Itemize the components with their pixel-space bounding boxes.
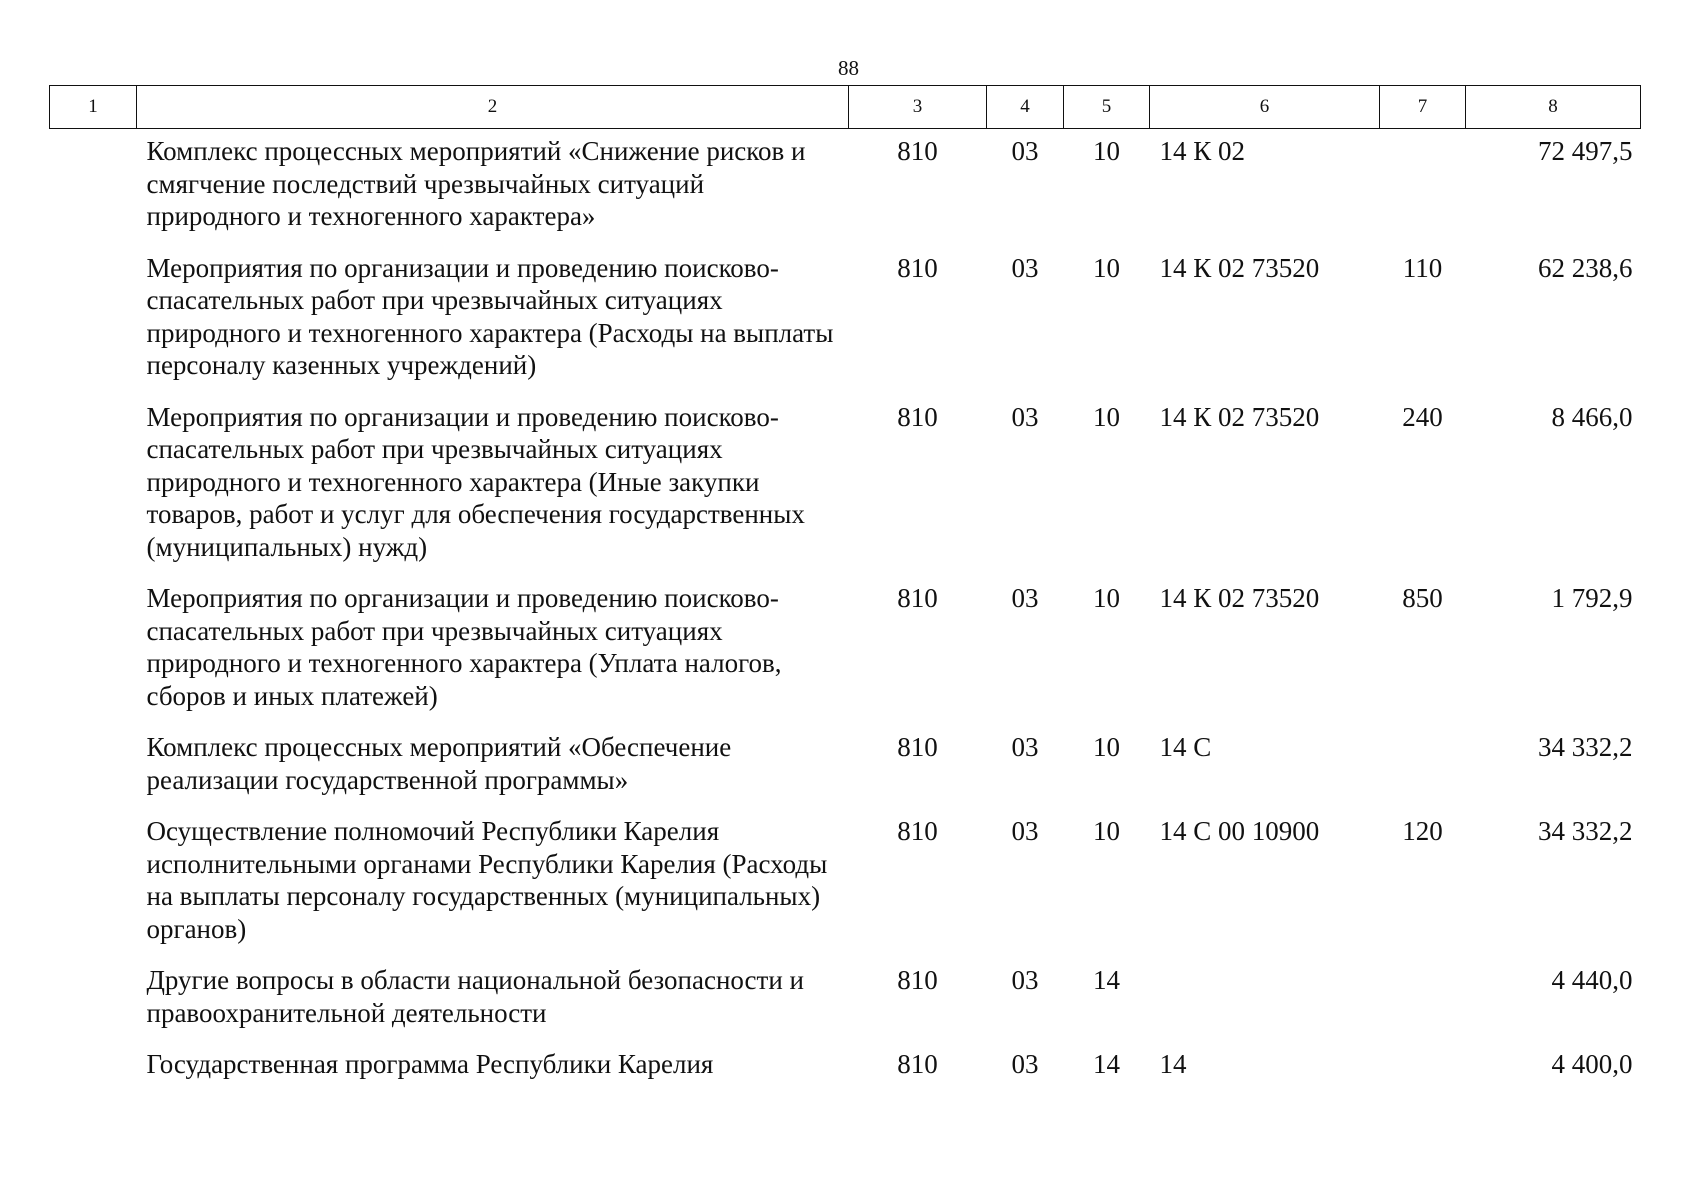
row-subsection: 10 — [1093, 136, 1120, 166]
row-expense-type: 110 — [1402, 252, 1443, 283]
row-expense-type — [1380, 958, 1466, 1042]
row-target — [1150, 958, 1380, 1042]
row-name: Мероприятия по организации и проведению поисково-спасательных работ при чрезвычайных ситуациях природного и техногенного характера (Уплата налогов, сборов и иных платежей) — [146, 583, 782, 711]
row-subsection: 10 — [1093, 401, 1120, 432]
row-index-cell — [50, 576, 137, 725]
row-subsection: 14 — [1093, 1049, 1120, 1079]
row-amount: 34 332,2 — [1538, 816, 1633, 846]
row-target: 14 К 02 73520 — [1159, 583, 1320, 613]
header-cell-3: 3 — [849, 86, 987, 129]
table-row — [50, 246, 1641, 395]
header-cell-7: 7 — [1380, 86, 1466, 129]
row-section: 03 — [1011, 401, 1039, 432]
row-amount: 4 400,0 — [1551, 1049, 1633, 1079]
table-row — [50, 1042, 1641, 1094]
row-name: Комплекс процессных мероприятий «Снижение рисков и смягчение последствий чрезвычайных ситуаций природного и техногенного характера» — [146, 136, 806, 231]
row-amount: 72 497,5 — [1538, 136, 1633, 166]
row-amount: 34 332,2 — [1538, 732, 1633, 762]
row-expense-type — [1380, 1042, 1466, 1094]
row-index-cell — [50, 958, 137, 1042]
table-row — [50, 129, 1641, 246]
row-expense-type: 240 — [1402, 401, 1443, 432]
row-name: Мероприятия по организации и проведению поисково-спасательных работ при чрезвычайных ситуациях природного и техногенного характера (Иные закупки товаров, работ и услуг для обеспечения государственных (муниципальных) нужд) — [146, 401, 805, 562]
row-amount: 1 792,9 — [1551, 583, 1633, 613]
row-subsection: 10 — [1093, 252, 1120, 283]
row-ministry: 810 — [897, 1049, 938, 1079]
row-subsection: 14 — [1093, 965, 1120, 995]
row-subsection: 10 — [1093, 583, 1120, 613]
row-name: Другие вопросы в области национальной безопасности и правоохранительной деятельности — [146, 965, 804, 1028]
row-amount: 4 440,0 — [1551, 965, 1633, 995]
header-cell-6: 6 — [1150, 86, 1380, 129]
header-cell-1: 1 — [50, 86, 137, 129]
page-number: 88 — [838, 56, 859, 80]
row-subsection: 10 — [1093, 816, 1120, 846]
table-row — [50, 576, 1641, 725]
row-section: 03 — [1011, 816, 1039, 846]
row-ministry: 810 — [897, 252, 938, 283]
row-name: Осуществление полномочий Республики Карелия исполнительными органами Республики Карелия (Расходы на выплаты персоналу государственных (муниципальных) органов) — [146, 816, 828, 944]
table-body — [50, 129, 1641, 1094]
header-cell-4: 4 — [987, 86, 1064, 129]
header-row — [50, 86, 1641, 129]
header-cell-2: 2 — [137, 86, 849, 129]
row-ministry: 810 — [897, 401, 938, 432]
table-row — [50, 395, 1641, 577]
table-row — [50, 725, 1641, 809]
row-target: 14 С — [1159, 732, 1212, 762]
table-header — [50, 86, 1641, 129]
row-target: 14 С 00 10900 — [1159, 816, 1320, 846]
row-ministry: 810 — [897, 136, 938, 166]
row-ministry: 810 — [897, 816, 938, 846]
header-cell-8: 8 — [1466, 86, 1641, 129]
table-row — [50, 958, 1641, 1042]
row-subsection: 10 — [1093, 732, 1120, 762]
row-expense-type — [1380, 725, 1466, 809]
row-target: 14 — [1159, 1049, 1187, 1079]
row-name: Мероприятия по организации и проведению поисково-спасательных работ при чрезвычайных ситуациях природного и техногенного характера (Расходы на выплаты персоналу казенных учреждений) — [146, 252, 834, 380]
row-name: Комплекс процессных мероприятий «Обеспечение реализации государственной программы» — [146, 732, 732, 795]
row-target: 14 К 02 73520 — [1159, 252, 1320, 283]
row-index-cell — [50, 809, 137, 958]
row-expense-type: 850 — [1402, 583, 1443, 613]
budget-table — [49, 85, 1641, 1094]
header-cell-5: 5 — [1064, 86, 1150, 129]
row-index-cell — [50, 1042, 137, 1094]
row-index-cell — [50, 725, 137, 809]
row-index-cell — [50, 129, 137, 246]
row-section: 03 — [1011, 732, 1039, 762]
row-target: 14 К 02 — [1159, 136, 1246, 166]
row-section: 03 — [1011, 965, 1039, 995]
row-ministry: 810 — [897, 965, 938, 995]
row-ministry: 810 — [897, 732, 938, 762]
row-index-cell — [50, 395, 137, 577]
row-expense-type: 120 — [1402, 816, 1443, 846]
row-section: 03 — [1011, 583, 1039, 613]
row-target: 14 К 02 73520 — [1159, 401, 1320, 432]
row-amount: 8 466,0 — [1551, 401, 1633, 432]
row-name: Государственная программа Республики Карелия — [146, 1049, 714, 1079]
row-section: 03 — [1011, 136, 1039, 166]
row-section: 03 — [1011, 252, 1039, 283]
row-ministry: 810 — [897, 583, 938, 613]
row-expense-type — [1380, 129, 1466, 246]
table-row — [50, 809, 1641, 958]
row-amount: 62 238,6 — [1538, 252, 1633, 283]
row-index-cell — [50, 246, 137, 395]
row-section: 03 — [1011, 1049, 1039, 1079]
